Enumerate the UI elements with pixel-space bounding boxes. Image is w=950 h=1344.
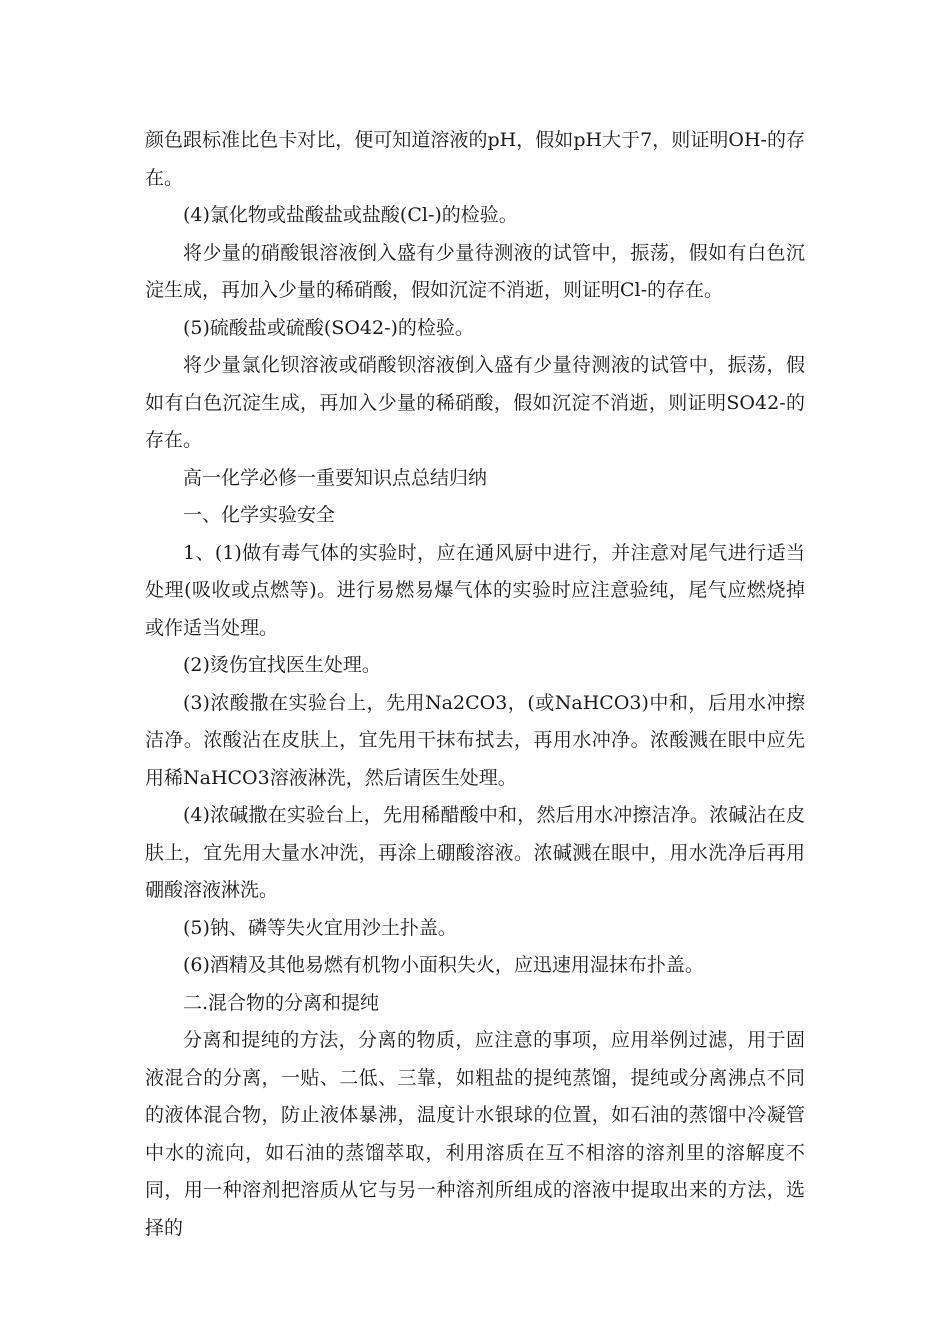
section-title: 高一化学必修一重要知识点总结归纳	[183, 466, 488, 489]
paragraph-2: (4)氯化物或盐酸盐或盐酸(Cl-)的检验。	[183, 204, 518, 226]
document-body	[145, 122, 805, 1247]
heading-lab-safety: 一、化学实验安全	[183, 504, 336, 526]
paragraph-5: 将少量氯化钡溶液或硝酸钡溶液倒入盛有少量待测液的试管中，振荡，假如有白色沉淀生成，再加入少量的稀硝酸，假如沉淀不消逝，则证明SO42-的存在。	[145, 354, 805, 451]
paragraph-12: (5)钠、磷等失火宜用沙土扑盖。	[183, 916, 457, 939]
paragraph-10: (3)浓酸撒在实验台上，先用Na2CO3，(或NaHCO3)中和，后用水冲擦洁净。浓酸沾在皮肤上，宜先用干抹布拭去，再用水冲净。浓酸溅在眼中应先用稀NaHCO3溶液淋洗，然后请医生处理。	[145, 691, 805, 789]
paragraph-11: (4)浓碱撒在实验台上，先用稀醋酸中和，然后用水冲擦洁净。浓碱沾在皮肤上，宜先用大量水冲洗，再涂上硼酸溶液。浓碱溅在眼中，用水洗净后再用硼酸溶液淋洗。	[145, 804, 805, 901]
heading-separation: 二.混合物的分离和提纯	[183, 991, 380, 1014]
paragraph-8: 1、(1)做有毒气体的实验时，应在通风厨中进行，并注意对尾气进行适当处理(吸收或点燃等)。进行易燃易爆气体的实验时应注意验纯，尾气应燃烧掉或作适当处理。	[145, 541, 805, 639]
paragraph-3: 将少量的硝酸银溶液倒入盛有少量待测液的试管中，振荡，假如有白色沉淀生成，再加入少量的稀硝酸，假如沉淀不消逝，则证明Cl-的存在。	[145, 241, 805, 301]
paragraph-13: (6)酒精及其他易燃有机物小面积失火，应迅速用湿抹布扑盖。	[183, 954, 704, 976]
paragraph-4: (5)硫酸盐或硫酸(SO42-)的检验。	[183, 316, 474, 339]
paragraph-15: 分离和提纯的方法，分离的物质，应注意的事项，应用举例过滤，用于固液混合的分离，一贴、二低、三靠，如粗盐的提纯蒸馏，提纯或分离沸点不同的液体混合物，防止液体暴沸，温度计水银球的位置，如石油的蒸馏中冷凝管中水的流向，如石油的蒸馏萃取，利用溶质在互不相溶的溶剂里的溶解度不同，用一种溶剂把溶质从它与另一种溶剂所组成的溶液中提取出来的方法，选择的	[145, 1029, 805, 1239]
paragraph-1: 颜色跟标准比色卡对比，便可知道溶液的pH，假如pH大于7，则证明OH-的存在。	[145, 129, 805, 189]
paragraph-9: (2)烫伤宜找医生处理。	[183, 654, 381, 676]
